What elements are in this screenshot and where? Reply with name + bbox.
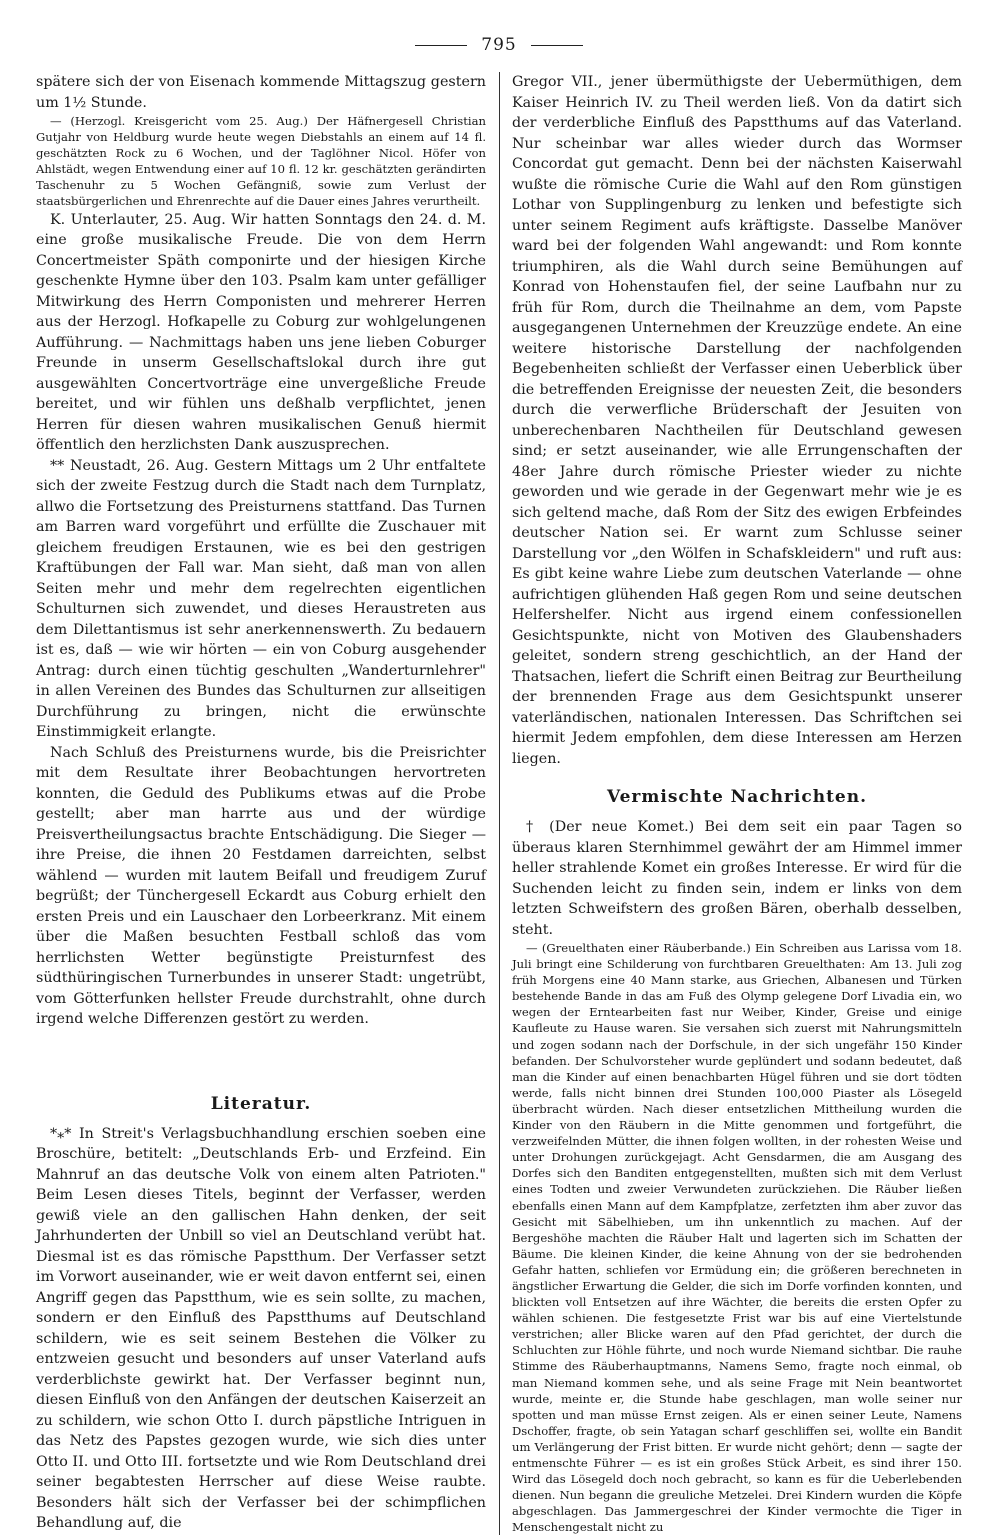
- right-articles: [512, 72, 962, 769]
- column-divider: [499, 72, 500, 1535]
- article-paragraph: Gregor VII., jener übermüthigste der Uebermüthigen, dem Kaiser Heinrich IV. zu Theil werden ließ. Von da datirt sich der verderbliche Einfluß des Papstthums auf das Vaterland. Nur scheinbar war alles wieder durch das Wormser Concordat gut gemacht. Denn bei der nächsten Kaiserwahl wußte die römische Curie die Wahl auf den Rom günstigen Lothar von Supplingenburg zu lenken und befestigte sich unter seinem Regiment aufs kräftigste. Dasselbe Manöver ward bei der folgenden Wahl angewandt: und Rom konnte triumphiren, als die Wahl durch seine Bemühungen auf Konrad von Hohenstaufen fiel, der seine Laufbahn nur zu früh für Rom, durch die Theilnahme an dem, vom Papste ausgegangenen Unternehmen der Kreuzzüge endete. An eine weitere historische Darstellung der nachfolgenden Begebenheiten schließt der Verfasser einen Ueberblick über die betreffenden Ereignisse der neuesten Zeit, die besonders durch die verwerfliche Brüderschaft der Jesuiten von unberechenbaren Nachtheilen für Deutschland gewesen sind; er setzt auseinander, wie alle Errungenschaften der 48er Jahre durch römische Priester wieder zu nichte geworden und wie gerade in der Gegenwart mehr wie je es sich geltend mache, daß Rom der Sitz des ewigen Erbfeindes deutscher Nation sei. Er warnt zum Schlusse seiner Darstellung vor „den Wölfen in Schafskleidern" und ruft aus: Es gibt keine wahre Liebe zum deutschen Vaterlande — ohne aufrichtigen glühenden Haß gegen Rom und seine deutschen Helfershelfer. Nicht aus irgend einem confessionellen Gesichtspunkte, nicht von Motiven des Glaubenshaders geleitet, sondern streng geschichtlich, an der Hand der Thatsachen, liefert die Schrift einen Beitrag zur Beurtheilung der brennenden Frage aus dem Gesichtspunkt unserer vaterländischen, nationalen Interessen. Das Schriftchen sei hiermit Jedem empfohlen, dem diese Interessen am Herzen liegen.: [512, 74, 962, 767]
- section-spacer: [512, 769, 962, 787]
- article-paragraph: *⁎* In Streit's Verlagsbuchhandlung erschien soeben eine Broschüre, betitelt: „Deutschlands Erb- und Erzfeind. Ein Mahnruf an das deutsche Volk von einem alten Patrioten." Beim Lesen dieses Titels, beginnt der Verfasser, werden gewiß viele an den gallischen Hahn denken, der seit Jahrhunderten der Unbill so viel an Deutschland verübt hat. Diesmal ist es das römische Papstthum. Der Verfasser setzt im Vorwort auseinander, wie er weit davon entfernt sei, einen Angriff gegen das Papstthum, wie es sein sollte, zu machen, sondern er den Einfluß des Papstthums auf Deutschland schildern, wie es seit seinem Bestehen die Völker zu entzweien gesucht und besonders auf unser Vaterland aufs verderblichste gewirkt hat. Der Verfasser beginnt nun, diesen Einfluß von den Anfängen der deutschen Kaiserzeit an zu schildern, wie schon Otto I. durch päpstliche Intriguen in das Netz des Papstes gezogen wurde, wie sich dies unter Otto II. und Otto III. fortsetzte und wie Rom Deutschland drei seiner begabtesten Herrscher auf diese Weise raubte. Besonders hält sich der Verfasser bei der schimpflichen Behandlung auf, die: [36, 1125, 486, 1532]
- page-number: 795: [481, 35, 517, 55]
- header-rule-left: [415, 45, 467, 46]
- literatur-heading: Literatur.: [210, 1093, 312, 1114]
- article-paragraph: † (Der neue Komet.) Bei dem seit ein paar Tagen so überaus klaren Sternhimmel gewährt der am Himmel immer heller strahlende Komet ein großes Interesse. Er wird für die Suchenden leicht zu finden sein, indem er links von dem letzten Schweifstern des großen Bären, oberhalb desselben, steht.: [512, 819, 962, 938]
- section-spacer: [36, 1030, 486, 1094]
- left-column: [36, 72, 486, 1535]
- article-paragraph: spätere sich der von Eisenach kommende Mittagszug gestern um 1½ Stunde.: [36, 74, 486, 111]
- literatur-articles: [36, 1124, 486, 1534]
- vermischte-articles: [512, 817, 962, 1535]
- article-paragraph: — (Greuelthaten einer Räuberbande.) Ein Schreiben aus Larissa vom 18. Juli bringt eine Schilderung von furchtbaren Greuelthaten: Am 13. Juli zog früh Morgens eine 40 Mann starke, aus Griechen, Albanesen und Türken bestehende Bande in das am Fuß des Olymp gelegene Dorf Livadia ein, wo wegen der Erntearbeiten fast nur Weiber, Kinder, Greise und einige Kaufleute zu Hause waren. Sie versahen sich zuerst mit Nahrungsmitteln und zogen sodann nach der Dorfschule, in der sich ungefähr 150 Kinder befanden. Der Schulvorsteher wurde geplündert und sodann bedeutet, daß man die Kinder auf einen benachbarten Hügel führen und sie dort tödten werde, falls nicht binnen drei Stunden 100,000 Piaster als Lösegeld überbracht würden. Nach dieser entsetzlichen Mittheilung wurden die Kinder von den Räubern in die Mitte genommen und fortgeführt, die verzweifelnden Mütter, die ihnen folgen wollten, in der rohesten Weise und unter Drohungen zurückgejagt. Acht Gensdarmen, die am Ausgang des Dorfes sich den Banditen entgegenstellten, mußten sich mit dem Verlust eines Todten und zweier Verwundeten zurückziehen. Die Räuber ließen ebenfalls einen Mann auf dem Kampfplatze, zerfetzten ihm aber zuvor das Gesicht mit Säbelhieben, um ihn unkenntlich zu machen. Auf der Bergeshöhe machten die Räuber Halt und lagerten sich im Schatten der Bäume. Die kleinen Kinder, die keine Ahnung von der sie bedrohenden Gefahr hatten, schliefen vor Ermüdung ein; die größeren berechneten in ängstlicher Erwartung die Gelder, die sich im Dorfe vorfinden konnten, und blickten voll Entsetzen auf ihre Wächter, die bereits die ersten Opfer zu wählen schienen. Die festgesetzte Frist war bis auf eine Viertelstunde verstrichen; aller Blicke waren auf den Pfad gerichtet, der durch die Schluchten zur Höhle führte, und noch wurde Niemand sichtbar. Die rauhe Stimme des Räuberhauptmanns, Namens Semo, fragte noch einmal, ob man Niemand kommen sehe, und als seine Frage mit Nein beantwortet wurde, meinte er, die Stunde habe geschlagen, man wolle seiner nur spotten und man müsse Ernst zeigen. Als er einen seiner Leute, Namens Dschoffer, fragte, ob sein Yatagan scharf geschliffen sei, wollte ein Bandit um Verlängerung der Frist bitten. Er wurde nicht gehört; denn — sagte der entmenschte Führer — es ist ein großes Stück Arbeit, es sind ihrer 150. Wird das Lösegeld doch noch gebracht, so kann es für die Ueberlebenden dienen. Nun begann die greuliche Metzelei. Drei Kindern wurden die Köpfe abgeschlagen. Das Jammergeschrei der Kinder vermochte die Tiger in Menschengestalt nicht zu: [512, 941, 962, 1535]
- right-column: [512, 72, 962, 1535]
- article-paragraph: ** Neustadt, 26. Aug. Gestern Mittags um 2 Uhr entfaltete sich der zweite Festzug durch die Stadt nach dem Turnplatz, allwo die Fortsetzung des Preisturnens stattfand. Das Turnen am Barren ward vorgeführt und erfüllte die Zuschauer mit gleichem freudigen Erstaunen, wie es bei den gestrigen Kraftübungen der Fall war. Man sieht, daß man von allen Seiten mehr und mehr dem regelrechten eigentlichen Schulturnen sich zuwendet, und dieses Heraustreten aus dem Dilettantismus ist sehr anerkennenswerth. Zu bedauern ist es, daß — wie wir hörten — ein von Coburg ausgehender Antrag: durch einen tüchtig geschulten „Wanderturnlehrer" in allen Vereinen des Bundes das Schulturnen zur allseitigen Durchführung zu bringen, nicht die erwünschte Einstimmigkeit erlangte.: [36, 457, 486, 741]
- text-columns: [36, 72, 962, 1535]
- header-rule-right: [531, 45, 583, 46]
- article-paragraph: — (Herzogl. Kreisgericht vom 25. Aug.) Der Häfnergesell Christian Gutjahr von Heldburg wurde heute wegen Diebstahls an einem auf 14 fl. geschätzten Rock zu 6 Wochen, und der Taglöhner Nicol. Höfer von Ahlstädt, wegen Entwendung einer auf 10 fl. 12 kr. geschätzten gerändirten Taschenuhr zu 5 Wochen Gefängniß, sowie zum Verlust der staatsbürgerlichen und Ehrenrechte auf die Dauer eines Jahres verurtheilt.: [36, 114, 486, 209]
- vermischte-heading: Vermischte Nachrichten.: [606, 787, 868, 807]
- left-articles: [36, 72, 486, 1030]
- article-paragraph: K. Unterlauter, 25. Aug. Wir hatten Sonntags den 24. d. M. eine große musikalische Freude. Die von dem Herrn Concertmeister Späth componirte und der hiesigen Kirche geschenkte Hymne über den 103. Psalm kam unter gefälliger Mitwirkung des Herrn Componisten und mehrerer Herren aus der Herzogl. Hofkapelle zu Coburg zur wohlgelungenen Aufführung. — Nachmittags haben uns jene lieben Coburger Freunde in unserm Gesellschaftslokal durch ihre gut ausgewählten Concertvorträge eine unvergeßliche Freude bereitet, und wir fühlen uns deßhalb verpflichtet, jenen Herren für diesen wahren musikalischen Genuß hiermit öffentlich den herzlichsten Dank auszusprechen.: [36, 211, 486, 454]
- article-paragraph: Nach Schluß des Preisturnens wurde, bis die Preisrichter mit dem Resultate ihrer Beobachtungen hervortreten konnten, die Geduld des Publikums etwas auf die Probe gestellt; aber man harrte aus und der würdige Preisvertheilungsactus brachte Entschädigung. Die Sieger — ihre Preise, die ihnen 20 Festdamen darreichten, selbst wählend — wurden mit lautem Beifall und freudigem Zuruf begrüßt; der Tünchergesell Eckardt aus Coburg erhielt den ersten Preis und ein Lauschaer den Lorbeerkranz. Mit einem über die Maßen besuchten Festball schloß das vom herrlichsten Wetter begünstigte Preisturnfest des südthüringischen Turnerbundes in unserer Stadt: ungetrübt, vom Götterfunken hellster Freude durchstrahlt, ohne durch irgend welche Differenzen gestört zu werden.: [36, 744, 486, 1028]
- page-header: [36, 26, 962, 64]
